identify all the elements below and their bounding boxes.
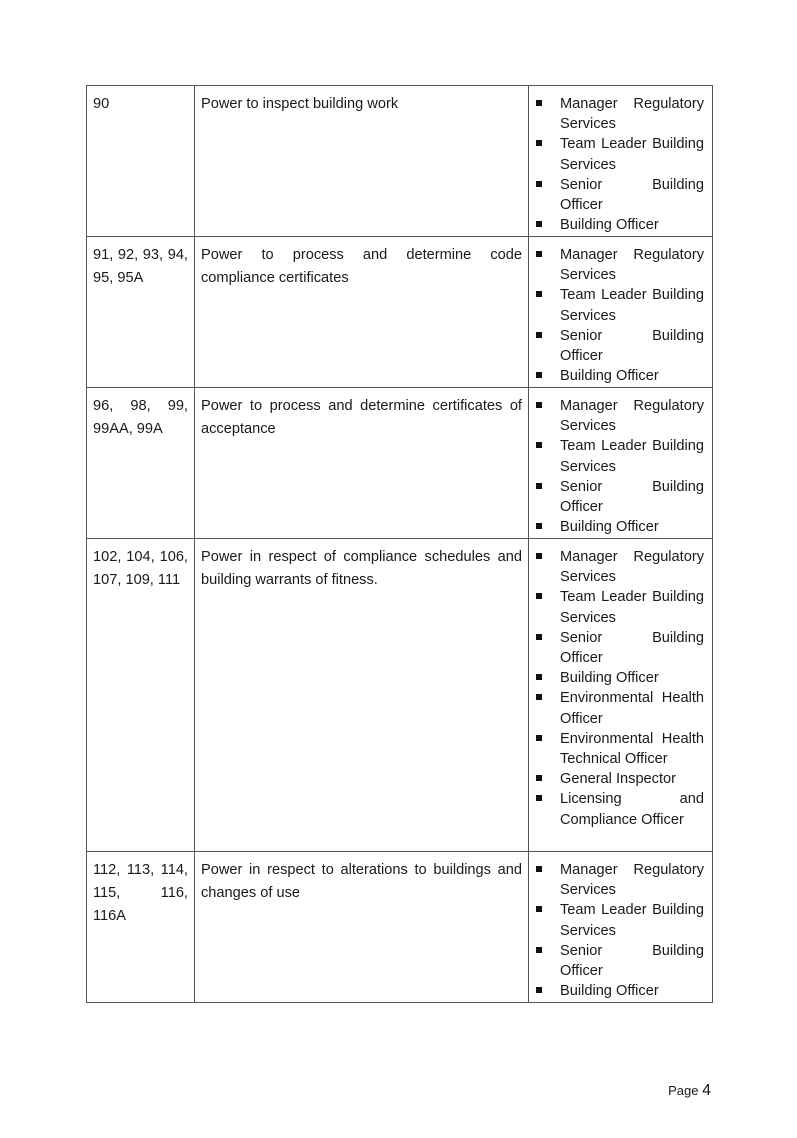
power-cell: [195, 539, 529, 852]
officer-list-item: [529, 396, 704, 436]
officer-list-item: [529, 587, 704, 627]
officer-list-item: [529, 436, 704, 476]
square-bullet-icon: [536, 553, 542, 559]
power-description: Power to inspect building work: [201, 96, 399, 112]
officer-title: Manager Regulatory Services: [560, 247, 704, 284]
table-row: [87, 852, 713, 1003]
officer-title: Building Officer: [560, 519, 659, 536]
officer-title: Building Officer: [560, 368, 659, 385]
officer-title: Building Officer: [560, 217, 659, 234]
officer-list-item: [529, 769, 704, 789]
power-description: Power in respect of compliance schedules and building warrants of fitness.: [201, 549, 522, 588]
square-bullet-icon: [536, 221, 542, 227]
page-label: Page: [668, 1083, 699, 1098]
section-numbers: 102, 104, 106, 107, 109, 111: [93, 549, 188, 588]
officer-list-item: [529, 688, 704, 728]
officer-title: Manager Regulatory Services: [560, 96, 704, 133]
square-bullet-icon: [536, 100, 542, 106]
officer-list-item: [529, 94, 704, 134]
section-cell: [87, 852, 195, 1003]
square-bullet-icon: [536, 523, 542, 529]
officer-list: [529, 237, 712, 386]
square-bullet-icon: [536, 947, 542, 953]
officer-title: Team Leader Building Services: [560, 589, 704, 626]
section-cell: [87, 539, 195, 852]
square-bullet-icon: [536, 775, 542, 781]
section-cell: [87, 237, 195, 388]
officers-cell: [529, 86, 713, 237]
officer-list-item: [529, 789, 704, 829]
section-numbers: 96, 98, 99, 99AA, 99A: [93, 398, 188, 437]
officer-title: Environmental Health Officer: [560, 690, 704, 727]
officer-title: Senior Building Officer: [560, 176, 704, 214]
page-number-value: 4: [702, 1082, 711, 1099]
square-bullet-icon: [536, 593, 542, 599]
section-numbers: 90: [93, 96, 110, 112]
square-bullet-icon: [536, 735, 542, 741]
square-bullet-icon: [536, 372, 542, 378]
officers-cell: [529, 388, 713, 539]
page-number: [668, 1082, 711, 1100]
table-row: [87, 237, 713, 388]
officer-title: Licensing and Compliance Officer: [560, 791, 704, 828]
officers-cell: [529, 539, 713, 852]
table-body: [87, 86, 713, 1003]
square-bullet-icon: [536, 251, 542, 257]
power-cell: [195, 237, 529, 388]
officer-title: Senior Building Officer: [560, 629, 704, 667]
square-bullet-icon: [536, 634, 542, 640]
officer-title: Building Officer: [560, 670, 659, 687]
officer-list: [529, 86, 712, 235]
power-description: Power to process and determine code compliance certificates: [201, 247, 522, 286]
table-row: [87, 539, 713, 852]
officer-list: [529, 388, 712, 537]
officer-title: Team Leader Building Services: [560, 136, 704, 173]
officer-list-item: [529, 941, 704, 981]
officer-title: Team Leader Building Services: [560, 287, 704, 324]
power-cell: [195, 388, 529, 539]
table-row: [87, 86, 713, 237]
square-bullet-icon: [536, 442, 542, 448]
officer-list: [529, 539, 712, 830]
officer-title: Team Leader Building Services: [560, 902, 704, 939]
square-bullet-icon: [536, 181, 542, 187]
officer-list-item: [529, 215, 704, 235]
officers-cell: [529, 237, 713, 388]
officer-list-item: [529, 326, 704, 366]
square-bullet-icon: [536, 795, 542, 801]
square-bullet-icon: [536, 140, 542, 146]
officer-list-item: [529, 134, 704, 174]
officer-list-item: [529, 547, 704, 587]
officer-list-item: [529, 981, 704, 1001]
officer-list-item: [529, 477, 704, 517]
square-bullet-icon: [536, 402, 542, 408]
square-bullet-icon: [536, 483, 542, 489]
officer-title: Manager Regulatory Services: [560, 549, 704, 586]
square-bullet-icon: [536, 332, 542, 338]
officer-list-item: [529, 285, 704, 325]
square-bullet-icon: [536, 866, 542, 872]
table-row: [87, 388, 713, 539]
officer-list-item: [529, 245, 704, 285]
officer-list-item: [529, 628, 704, 668]
officer-list-item: [529, 900, 704, 940]
square-bullet-icon: [536, 987, 542, 993]
officer-list-item: [529, 517, 704, 537]
officer-title: Manager Regulatory Services: [560, 862, 704, 899]
officer-list-item: [529, 860, 704, 900]
section-cell: [87, 86, 195, 237]
officer-title: Manager Regulatory Services: [560, 398, 704, 435]
power-cell: [195, 852, 529, 1003]
officers-cell: [529, 852, 713, 1003]
delegations-table: [86, 85, 713, 1003]
officer-title: Senior Building Officer: [560, 327, 704, 365]
power-description: Power to process and determine certificates of acceptance: [201, 398, 522, 437]
officer-list-item: [529, 668, 704, 688]
square-bullet-icon: [536, 291, 542, 297]
square-bullet-icon: [536, 694, 542, 700]
officer-title: Senior Building Officer: [560, 478, 704, 516]
section-numbers: 91, 92, 93, 94, 95, 95A: [93, 247, 188, 286]
section-numbers: 112, 113, 114, 115, 116, 116A: [93, 862, 188, 924]
power-description: Power in respect to alterations to buildings and changes of use: [201, 862, 522, 901]
square-bullet-icon: [536, 906, 542, 912]
officer-list-item: [529, 729, 704, 769]
officer-title: Environmental Health Technical Officer: [560, 730, 704, 768]
square-bullet-icon: [536, 674, 542, 680]
section-cell: [87, 388, 195, 539]
officer-list: [529, 852, 712, 1001]
officer-list-item: [529, 175, 704, 215]
officer-list-item: [529, 366, 704, 386]
officer-title: Team Leader Building Services: [560, 438, 704, 475]
officer-title: General Inspector: [560, 771, 677, 788]
power-cell: [195, 86, 529, 237]
officer-title: Senior Building Officer: [560, 942, 704, 980]
officer-title: Building Officer: [560, 983, 659, 1000]
